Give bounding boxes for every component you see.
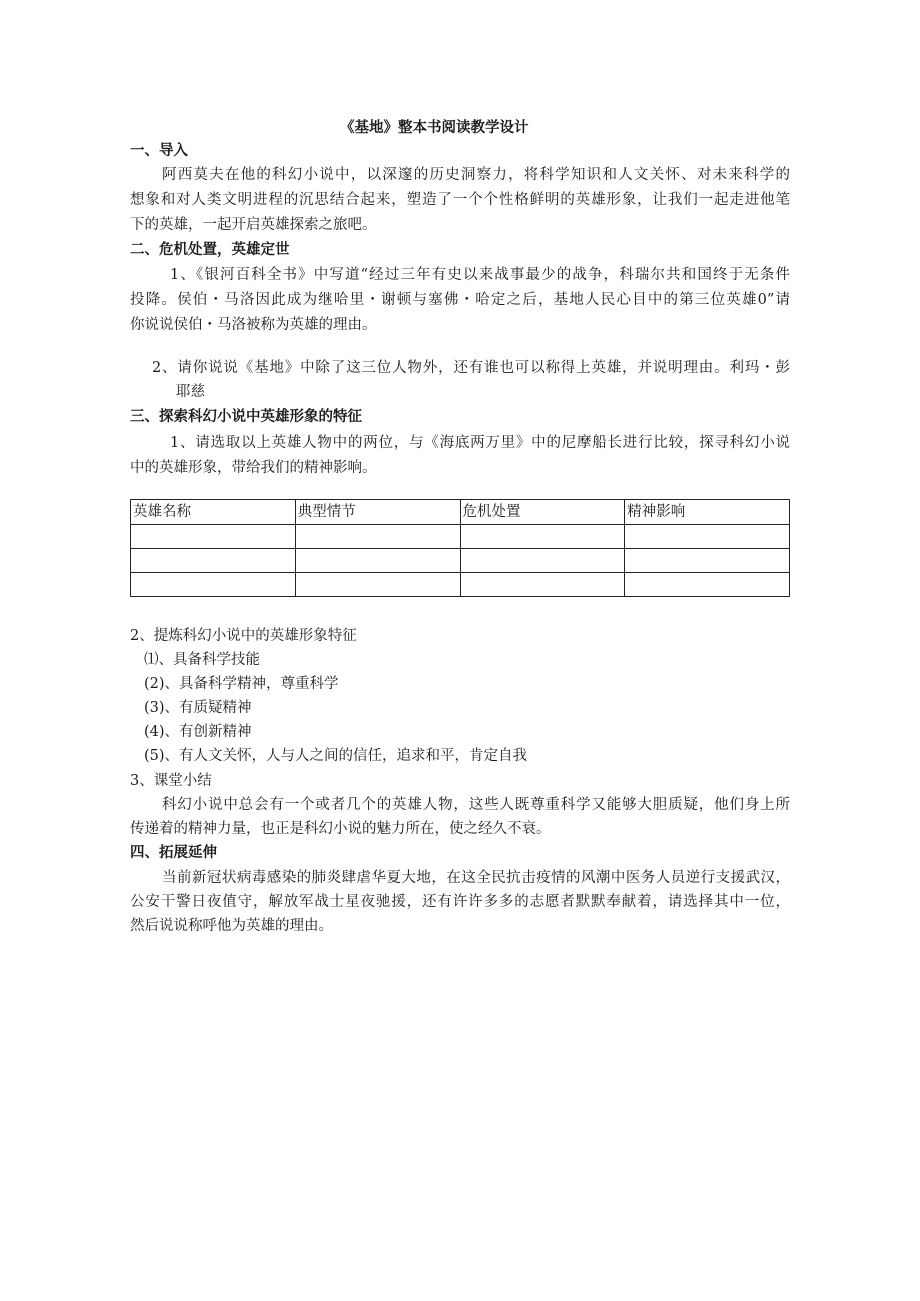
paragraph-line: 然后说说称呼他为英雄的理由。: [130, 918, 333, 934]
page-title: 《基地》整本书阅读教学设计: [340, 120, 529, 136]
table-cell[interactable]: [295, 549, 460, 573]
trait-item: (5)、有人文关怀，人与人之间的信任，追求和平，肯定自我: [144, 748, 528, 764]
table-cell[interactable]: [131, 573, 296, 597]
question-line: 1、《银河百科全书》中写道“经过三年有史以来战事最少的战争，科瑞尔共和国终于无条件: [170, 267, 790, 283]
table-row: [131, 549, 790, 573]
question-line: 耶慈: [176, 384, 205, 400]
table-cell[interactable]: [625, 549, 790, 573]
question-line: 中的英雄形象，带给我们的精神影响。: [130, 460, 377, 476]
question-line: 1、请选取以上英雄人物中的两位，与《海底两万里》中的尼摩船长进行比较，探寻科幻小说: [170, 435, 790, 451]
table-cell[interactable]: [295, 573, 460, 597]
section-heading-crisis: 二、危机处置，英雄定世: [130, 242, 290, 258]
table-header-row: [131, 500, 790, 525]
question-line: 投降。侯伯・马洛因此成为继哈里・谢顿与塞佛・哈定之后，基地人民心目中的第三位英雄0”请: [130, 292, 790, 308]
section-heading-intro: 一、导入: [130, 143, 188, 159]
table-cell[interactable]: [460, 549, 625, 573]
table-row: [131, 525, 790, 549]
paragraph-line: 想象和对人类文明进程的沉思结合起来，塑造了一个个性格鲜明的英雄形象，让我们一起走进他笔: [130, 192, 790, 208]
trait-item: (3)、有质疑精神: [144, 700, 252, 716]
table-header-cell: 危机处置: [460, 500, 625, 525]
paragraph-line: 阿西莫夫在他的科幻小说中，以深邃的历史洞察力，将科学知识和人文关怀、对未来科学的: [162, 167, 790, 183]
question-line: 你说说侯伯・马洛被称为英雄的理由。: [130, 317, 377, 333]
trait-item: ⑴、具备科学技能: [144, 652, 260, 668]
summary-line: 科幻小说中总会有一个或者几个的英雄人物，这些人既尊重科学又能够大胆质疑，他们身上所: [162, 797, 790, 813]
table-header-cell: 典型情节: [295, 500, 460, 525]
trait-item: (4)、有创新精神: [144, 724, 252, 740]
table-cell[interactable]: [295, 525, 460, 549]
subsection-title-summary: 3、课堂小结: [130, 773, 212, 789]
comparison-table: [130, 499, 790, 597]
trait-item: (2)、具备科学精神，尊重科学: [144, 676, 339, 692]
subsection-title-traits: 2、提炼科幻小说中的英雄形象特征: [130, 628, 357, 644]
table-cell[interactable]: [460, 573, 625, 597]
table-cell[interactable]: [131, 549, 296, 573]
paragraph-line: 当前新冠状病毒感染的肺炎肆虐华夏大地，在这全民抗击疫情的风潮中医务人员逆行支援武汉，: [162, 870, 790, 886]
question-line: 2、请你说说《基地》中除了这三位人物外，还有谁也可以称得上英雄，并说明理由。利玛・彭: [152, 360, 790, 376]
table-cell[interactable]: [131, 525, 296, 549]
table-cell[interactable]: [460, 525, 625, 549]
table-header-cell: 精神影响: [625, 500, 790, 525]
table-cell[interactable]: [625, 525, 790, 549]
summary-line: 传递着的精神力量，也正是科幻小说的魅力所在，使之经久不衰。: [130, 821, 551, 837]
paragraph-line: 公安干警日夜值守，解放军战士星夜驰援，还有许许多多的志愿者默默奉献着，请选择其中一位，: [130, 894, 790, 910]
section-heading-explore: 三、探索科幻小说中英雄形象的特征: [130, 409, 362, 425]
table-cell[interactable]: [625, 573, 790, 597]
paragraph-line: 下的英雄，一起开启英雄探索之旅吧。: [130, 217, 377, 233]
table-header-cell: 英雄名称: [131, 500, 296, 525]
table-row: [131, 573, 790, 597]
section-heading-extension: 四、拓展延伸: [130, 845, 217, 861]
